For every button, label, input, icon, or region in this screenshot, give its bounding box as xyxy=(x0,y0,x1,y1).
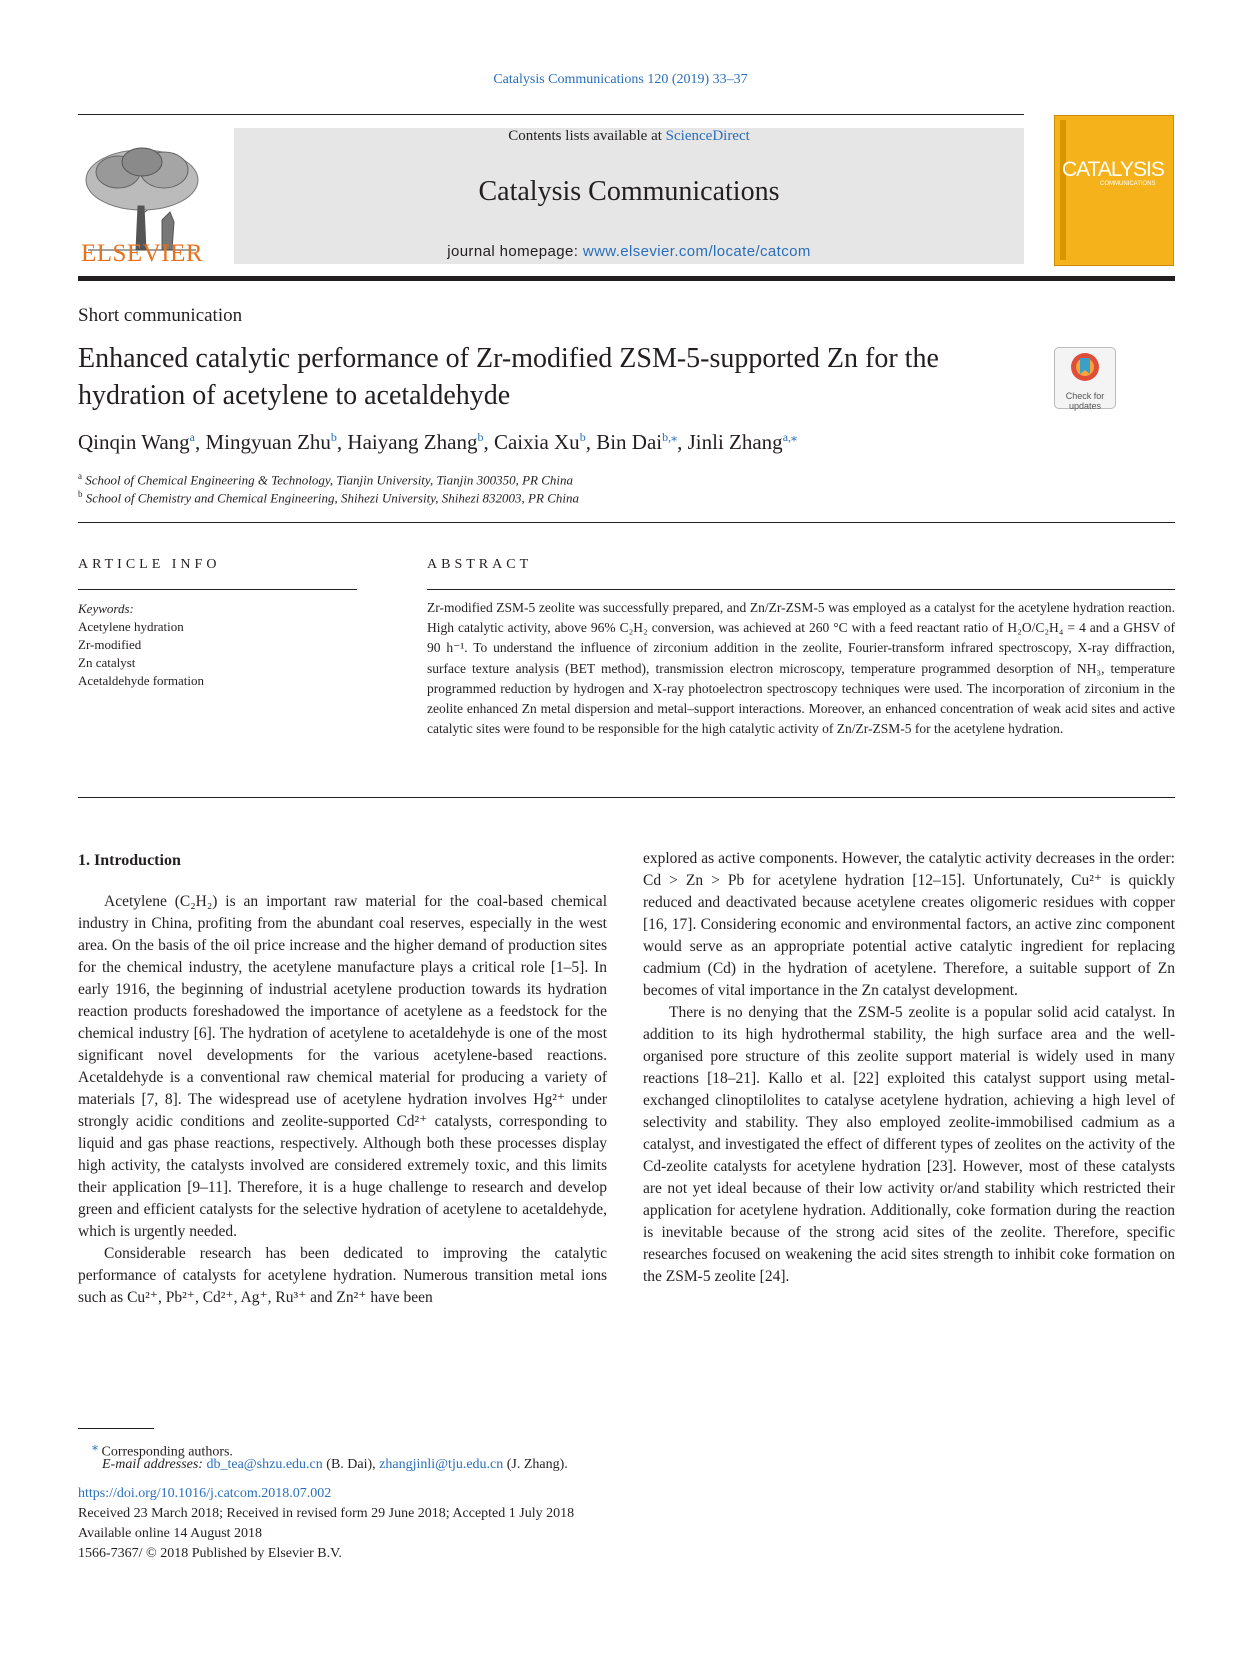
affiliation xyxy=(78,471,573,488)
crossmark-label: Check for updates xyxy=(1065,391,1105,411)
affiliation-mark: b xyxy=(78,489,83,499)
header-rule xyxy=(78,114,1024,115)
author-name[interactable]: Mingyuan Zhu xyxy=(205,430,331,454)
abstract-heading: ABSTRACT xyxy=(427,557,533,572)
author-affiliation-mark[interactable]: a,⁎ xyxy=(782,430,798,444)
journal-citation[interactable]: Catalysis Communications 120 (2019) 33–37 xyxy=(493,72,748,87)
article-title: Enhanced catalytic performance of Zr-modified ZSM-5-supported Zn for the hydration of acetylene to acetaldehyde xyxy=(78,343,939,411)
affiliation xyxy=(78,489,579,506)
crossmark-icon xyxy=(1055,348,1115,386)
journal-cover[interactable] xyxy=(1054,115,1174,266)
author-name[interactable]: Qinqin Wang xyxy=(78,430,190,454)
doi-link[interactable]: https://doi.org/10.1016/j.catcom.2018.07.002 xyxy=(78,1486,332,1501)
keyword: Zr-modified xyxy=(78,637,142,652)
author-name[interactable]: Caixia Xu xyxy=(493,430,580,454)
contents-line xyxy=(234,128,1024,145)
available-online: Available online 14 August 2018 xyxy=(78,1526,263,1541)
author-affiliation-mark[interactable]: b xyxy=(477,430,484,444)
affiliation-text: School of Chemical Engineering & Technology, Tianjin University, Tianjin 300350, PR China xyxy=(85,472,573,488)
received-dates: Received 23 March 2018; Received in revised form 29 June 2018; Accepted 1 July 2018 xyxy=(78,1506,575,1521)
journal-title: Catalysis Communications xyxy=(478,176,780,207)
body-paragraph: Considerable research has been dedicated to improving the catalytic performance of catalysts for acetylene hydration. Numerous transition metal ions such as Cu²⁺, Pb²⁺, Cd²⁺, Ag⁺, Ru³⁺ and Zn²⁺ have been xyxy=(78,1245,607,1306)
corresponding-mark: ⁎ xyxy=(92,1439,98,1453)
email-label: E-mail addresses: xyxy=(102,1457,203,1472)
email-owner: (B. Dai), xyxy=(326,1457,376,1472)
author-affiliation-mark[interactable]: b xyxy=(330,430,337,444)
body-paragraph: explored as active components. However, the catalytic activity decreases in the order: Cd > Zn > Pb for acetylene hydration [12–15]. Unfortunately, Cu²⁺ is quickly reduced and deactivated because acetylene creates oligomeric residues with copper [16, 17]. Considering economic and environmental factors, an active zinc component would serve as an appropriate potential active catalytic ingredient for replacing cadmium (Cd) in the hydration of acetylene. Therefore, a suitable support of Zn becomes of vital importance in the Zn catalyst development. xyxy=(643,850,1175,999)
email-link[interactable]: db_tea@shzu.edu.cn xyxy=(206,1457,323,1472)
author-affiliation-mark[interactable]: b xyxy=(579,430,586,444)
article-info-heading: ARTICLE INFO xyxy=(78,557,221,572)
article-type: Short communication xyxy=(78,305,243,326)
body-column-right xyxy=(643,848,1175,1288)
affiliation-text: School of Chemistry and Chemical Engineering, Shihezi University, Shihezi 832003, PR China xyxy=(85,490,579,506)
check-for-updates-button[interactable] xyxy=(1054,347,1116,409)
author-name[interactable]: Bin Dai xyxy=(596,430,663,454)
article-info-rule xyxy=(78,589,357,590)
body-paragraph: Acetylene (C₂H₂) is an important raw material for the coal-based chemical industry in China, profiting from the abundant coal reserves, especially in the west area. On the basis of the oil price increase and the higher demand of production sites for the chemical industry, the acetylene manufacture plays a critical role [1–5]. In early 1916, the beginning of industrial acetylene production towards its hydration reaction products foreshadowed the importance of acetylene as a feedstock for the chemical industry [6]. The hydration of acetylene to acetaldehyde is one of the most significant novel developments for the various acetylene-based reactions. Acetaldehyde is a conventional raw chemical material for producing a variety of materials [7, 8]. The widespread use of acetylene hydration involves Hg²⁺ under strongly acidic conditions and zeolite-supported Cd²⁺ catalysts, corresponding to liquid and gas phase reactions, respectively. Although both these processes display high activity, the catalysts involved are considered extremely toxic, and this limits their application [9–11]. Therefore, it is a huge challenge to research and develop green and efficient catalysts for the selective hydration of acetylene to acetaldehyde, which is urgently needed. xyxy=(78,893,607,1240)
email-owner: (J. Zhang). xyxy=(506,1457,568,1472)
keyword: Zn catalyst xyxy=(78,655,136,670)
body-column-left xyxy=(78,891,607,1309)
author-list: Qinqin Wang$^a$, Mingyuan Zhu$^b$, Haiyang Zhang$^b$, Caixia Xu$^b$, Bin Dai$^{b,⁎}$, Jinli Zhang$^{a,⁎}$ xyxy=(78,430,798,454)
sciencedirect-link[interactable]: ScienceDirect xyxy=(665,128,750,144)
keyword: Acetylene hydration xyxy=(78,619,184,634)
copyright: 1566-7367/ © 2018 Published by Elsevier B.V. xyxy=(78,1546,342,1561)
homepage-prefix: journal homepage: xyxy=(447,243,583,260)
body-paragraph: There is no denying that the ZSM-5 zeolite is a popular solid acid catalyst. In addition to its high hydrothermal stability, the high surface area and the well-organised pore structure of this zeolite support material is widely used in many reactions [18–21]. Kallo et al. [22] exploited this catalyst support using metal-exchanged clinoptilolites to catalyse acetylene hydration, achieving a high level of selectivity and stability. They also employed zeolite-immobilised cadmium as a catalyst, and investigated the effect of different types of zeolites on the activity of the Cd-zeolite catalysts for acetylene hydration [23]. However, most of these catalysts are not yet ideal because of their low activity or/and stability which restricted their application for acetylene hydration. Additionally, coke formation during the reaction is inevitable because of the strong acid sites of the zeolite. Therefore, specific researches focused on weakening the acid sites strength to inhibit coke formation on the ZSM-5 zeolite [24]. xyxy=(643,1004,1175,1285)
author-affiliation-mark[interactable]: a xyxy=(189,430,195,444)
affiliation-mark: a xyxy=(78,471,82,481)
section-heading: 1. Introduction xyxy=(78,852,181,869)
section-rule xyxy=(78,797,1175,798)
header-thick-rule xyxy=(78,276,1175,281)
author-affiliation-mark[interactable]: b,⁎ xyxy=(662,430,678,444)
cover-spine-stripe xyxy=(1060,120,1066,260)
contents-prefix: Contents lists available at xyxy=(508,128,666,144)
cover-title: CATALYSIS xyxy=(1062,158,1164,181)
section-rule xyxy=(78,522,1175,523)
elsevier-wordmark: ELSEVIER xyxy=(80,240,204,267)
email-link[interactable]: zhangjinli@tju.edu.cn xyxy=(379,1457,504,1472)
keywords-label: Keywords: xyxy=(78,601,134,616)
email-line xyxy=(102,1455,568,1475)
homepage-link[interactable]: www.elsevier.com/locate/catcom xyxy=(582,243,811,260)
abstract-rule xyxy=(427,589,1175,590)
abstract-text: Zr-modified ZSM-5 zeolite was successfully prepared, and Zn/Zr-ZSM-5 was employed as a catalyst for the acetylene hydration reaction. High catalytic activity, above 96% C₂H₂ conversion, was achieved at 260 °C with a feed reactant ratio of H₂O/C₂H₄ = 4 and a GHSV of 90 h⁻¹. To understand the influence of zirconium addition in the zeolite, Fourier-transform infrared spectroscopy, X-ray diffraction, surface texture analysis (BET method), transmission electron microscopy, temperature programmed desorption of NH₃, temperature programmed reduction by hydrogen and X-ray photoelectron spectroscopy techniques were used. The incorporation of zirconium in the zeolite enhanced Zn metal dispersion and metal–support interactions. Moreover, an enhanced concentration of weak acid sites and active catalytic sites were found to be responsible for the high catalytic activity of Zn/Zr-ZSM-5 for the acetylene hydration. xyxy=(427,600,1175,737)
footnote-rule xyxy=(78,1428,154,1429)
author-name[interactable]: Jinli Zhang xyxy=(687,430,783,454)
author-name[interactable]: Haiyang Zhang xyxy=(347,430,478,454)
keyword: Acetaldehyde formation xyxy=(78,673,204,688)
cover-subtitle: COMMUNICATIONS xyxy=(1100,181,1156,187)
homepage-line xyxy=(234,243,1024,260)
corresponding-text: Corresponding authors. xyxy=(101,1444,233,1460)
